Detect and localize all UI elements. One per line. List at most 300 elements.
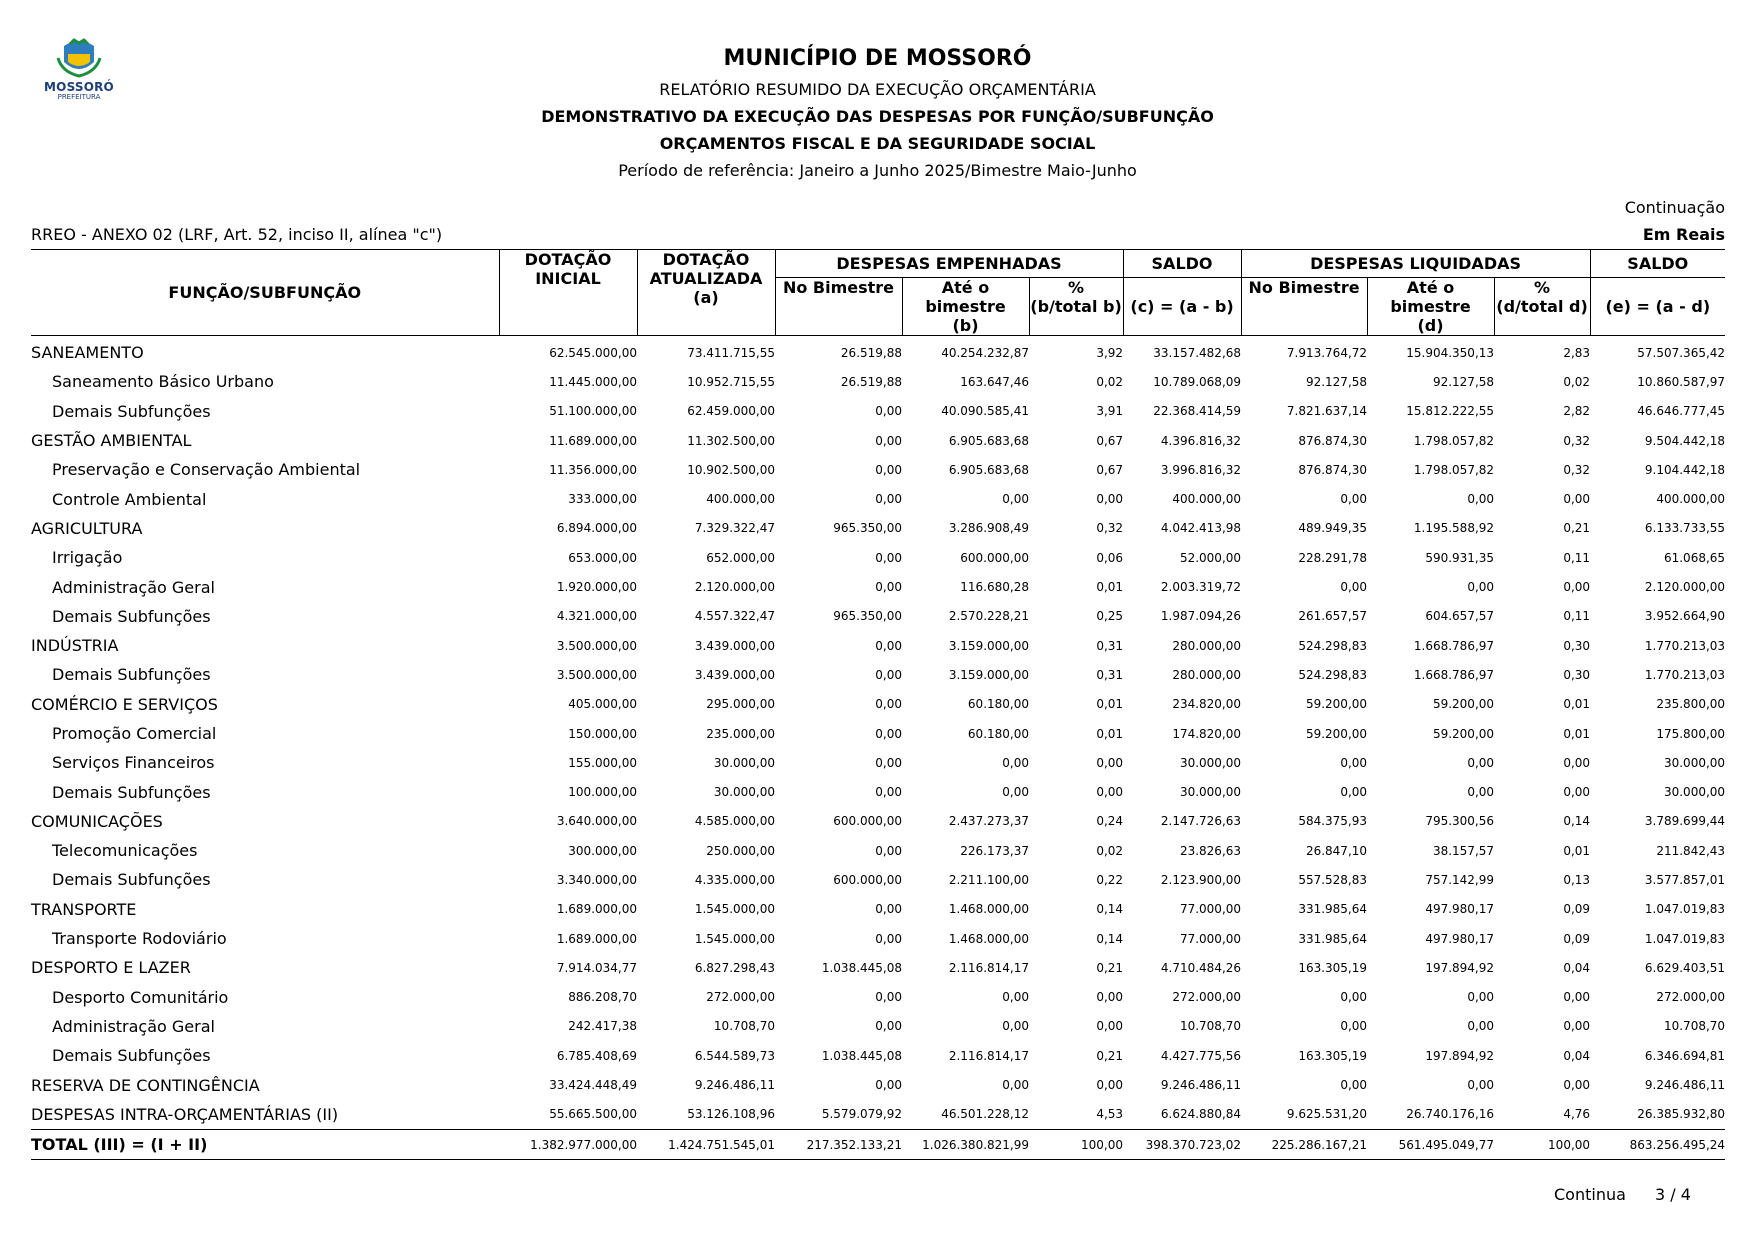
cell-value: 3.577.857,01 <box>1644 872 1726 887</box>
cell-value: 2.147.726,63 <box>1160 814 1242 829</box>
report-period: Período de referência: Janeiro a Junho 2025/Bimestre Maio-Junho <box>618 161 1137 180</box>
cell-value: 3.500.000,00 <box>556 667 637 682</box>
row-label: Saneamento Básico Urbano <box>52 372 274 392</box>
footer-continua: Continua <box>1554 1185 1626 1204</box>
cell-value: 150.000,00 <box>568 726 637 741</box>
cell-value: 33.424.448,49 <box>549 1078 637 1093</box>
row-label: Administração Geral <box>52 577 215 597</box>
cell-value: 0,00 <box>875 726 902 741</box>
cell-value: 4.427.775,56 <box>1160 1048 1242 1063</box>
cell-value: 0,02 <box>1096 843 1124 858</box>
cell-value: 261.657,57 <box>1298 609 1368 624</box>
cell-value: 30.000,00 <box>1663 785 1726 800</box>
cell-value: 235.000,00 <box>706 726 775 741</box>
cell-value: 331.985,64 <box>1298 931 1368 946</box>
cell-value: 30.000,00 <box>1663 755 1726 770</box>
cell-value: 0,00 <box>1340 580 1368 595</box>
cell-value: 40.254.232,87 <box>941 345 1029 360</box>
subfunction-row <box>31 484 1725 513</box>
cell-value: 116.680,28 <box>960 580 1029 595</box>
cell-value: 6.624.880,84 <box>1160 1107 1242 1122</box>
cell-value: 0,00 <box>875 1078 902 1093</box>
col-emp-ate-header: Até o bimestre (b) <box>902 278 1029 336</box>
cell-value: 163.305,19 <box>1298 960 1368 975</box>
cell-value: 9.625.531,20 <box>1286 1107 1368 1122</box>
units-label: Em Reais <box>1642 225 1725 244</box>
subfunction-row <box>31 719 1725 748</box>
cell-value: 405.000,00 <box>568 697 637 712</box>
cell-value: 175.800,00 <box>1656 726 1726 741</box>
col-liq-ate-header: Até o bimestre (d) <box>1367 278 1494 336</box>
cell-value: 2,82 <box>1563 404 1591 419</box>
cell-value: 59.200,00 <box>1305 726 1368 741</box>
subfunction-row <box>31 543 1725 572</box>
row-label: Controle Ambiental <box>52 489 207 509</box>
cell-value: 524.298,83 <box>1298 667 1368 682</box>
cell-value: 46.501.228,12 <box>941 1107 1029 1122</box>
cell-value: 11.445.000,00 <box>549 374 637 389</box>
cell-value: 46.646.777,45 <box>1637 404 1726 419</box>
cell-value: 0,00 <box>875 638 902 653</box>
cell-value: 4.710.484,26 <box>1160 960 1242 975</box>
cell-value: 600.000,00 <box>960 550 1029 565</box>
cell-value: 0,00 <box>1096 492 1124 507</box>
cell-value: 62.459.000,00 <box>687 404 775 419</box>
cell-value: 52.000,00 <box>1179 550 1242 565</box>
subfunction-row <box>31 1012 1725 1041</box>
cell-value: 0,00 <box>1563 785 1591 800</box>
cell-value: 217.352.133,21 <box>775 1130 902 1160</box>
cell-value: 3.789.699,44 <box>1644 814 1726 829</box>
cell-value: 0,06 <box>1096 550 1124 565</box>
cell-value: 0,00 <box>1563 990 1591 1005</box>
cell-value: 0,00 <box>875 492 902 507</box>
cell-value: 876.874,30 <box>1298 462 1368 477</box>
cell-value: 0,00 <box>875 755 902 770</box>
cell-value: 2.120.000,00 <box>1644 580 1726 595</box>
cell-value: 10.789.068,09 <box>1153 374 1242 389</box>
cell-value: 7.821.637,14 <box>1286 404 1368 419</box>
cell-value: 11.356.000,00 <box>549 462 637 477</box>
cell-value: 3,92 <box>1096 345 1124 360</box>
cell-value: 0,11 <box>1563 609 1591 624</box>
cell-value: 0,30 <box>1563 667 1591 682</box>
cell-value: 235.800,00 <box>1656 697 1726 712</box>
cell-value: 0,00 <box>875 433 902 448</box>
cell-value: 1.038.445,08 <box>821 960 902 975</box>
cell-value: 0,00 <box>1340 785 1368 800</box>
cell-value: 2.570.228,21 <box>948 609 1029 624</box>
cell-value: 965.350,00 <box>833 521 902 536</box>
cell-value: 0,02 <box>1563 374 1591 389</box>
subfunction-row <box>31 367 1725 396</box>
subfunction-row <box>31 983 1725 1012</box>
cell-value: 400.000,00 <box>1656 492 1726 507</box>
cell-value: 272.000,00 <box>706 990 775 1005</box>
cell-value: 211.842,43 <box>1656 843 1726 858</box>
cell-value: 0,31 <box>1096 638 1124 653</box>
cell-value: 524.298,83 <box>1298 638 1368 653</box>
cell-value: 40.090.585,41 <box>941 404 1029 419</box>
subfunction-row <box>31 865 1725 894</box>
cell-value: 795.300,56 <box>1425 814 1495 829</box>
function-row <box>31 895 1725 924</box>
cell-value: 0,00 <box>875 697 902 712</box>
row-label: COMUNICAÇÕES <box>31 811 163 831</box>
cell-value: 0,01 <box>1563 697 1591 712</box>
cell-value: 0,00 <box>875 580 902 595</box>
cell-value: 0,00 <box>1467 492 1495 507</box>
cell-value: 0,00 <box>1340 990 1368 1005</box>
cell-value: 590.931,35 <box>1425 550 1495 565</box>
cell-value: 55.665.500,00 <box>549 1107 637 1122</box>
cell-value: 0,00 <box>875 931 902 946</box>
cell-value: 3.286.908,49 <box>948 521 1029 536</box>
cell-value: 1.798.057,82 <box>1413 462 1495 477</box>
subfunction-row <box>31 455 1725 484</box>
col-dotacao-inicial-header: DOTAÇÃO INICIAL <box>499 250 637 336</box>
subfunction-row <box>31 836 1725 865</box>
cell-value: 2.120.000,00 <box>694 580 775 595</box>
cell-value: 0,01 <box>1096 580 1124 595</box>
cell-value: 0,25 <box>1096 609 1124 624</box>
cell-value: 398.370.723,02 <box>1123 1130 1241 1160</box>
cell-value: 7.913.764,72 <box>1286 345 1368 360</box>
cell-value: 1.468.000,00 <box>948 902 1029 917</box>
cell-value: 9.104.442,18 <box>1644 462 1726 477</box>
row-label: Demais Subfunções <box>52 1046 211 1066</box>
cell-value: 0,00 <box>875 1019 902 1034</box>
cell-value: 10.708,70 <box>1663 1019 1726 1034</box>
cell-value: 584.375,93 <box>1298 814 1368 829</box>
table-body <box>31 336 1725 1160</box>
cell-value: 757.142,99 <box>1425 872 1495 887</box>
cell-value: 100,00 <box>1029 1130 1123 1160</box>
cell-value: 33.157.482,68 <box>1153 345 1242 360</box>
cell-value: 0,00 <box>875 990 902 1005</box>
cell-value: 0,22 <box>1096 872 1124 887</box>
row-label: Irrigação <box>52 548 123 568</box>
cell-value: 0,00 <box>875 404 902 419</box>
cell-value: 6.346.694,81 <box>1644 1048 1726 1063</box>
subfunction-row <box>31 602 1725 631</box>
cell-value: 600.000,00 <box>833 872 902 887</box>
cell-value: 0,01 <box>1563 726 1591 741</box>
cell-value: 10.902.500,00 <box>687 462 775 477</box>
col-group-liquidadas-header: DESPESAS LIQUIDADAS <box>1241 250 1590 278</box>
cell-value: 10.860.587,97 <box>1637 374 1726 389</box>
cell-value: 400.000,00 <box>706 492 775 507</box>
row-label: Promoção Comercial <box>52 724 217 743</box>
cell-value: 100,00 <box>1494 1130 1590 1160</box>
row-label: Demais Subfunções <box>52 870 211 890</box>
col-group-empenhadas-header: DESPESAS EMPENHADAS <box>775 250 1123 278</box>
row-label: Transporte Rodoviário <box>52 929 227 949</box>
cell-value: 234.820,00 <box>1172 697 1242 712</box>
cell-value: 197.894,92 <box>1425 1048 1495 1063</box>
cell-value: 30.000,00 <box>1179 755 1242 770</box>
cell-value: 26.740.176,16 <box>1406 1107 1495 1122</box>
cell-value: 100.000,00 <box>568 785 637 800</box>
logo-text: MOSSORÓ <box>44 80 114 94</box>
cell-value: 2.437.273,37 <box>948 814 1029 829</box>
cell-value: 653.000,00 <box>568 550 637 565</box>
cell-value: 0,00 <box>1467 785 1495 800</box>
cell-value: 0,00 <box>1563 1019 1591 1034</box>
cell-value: 174.820,00 <box>1172 726 1242 741</box>
cell-value: 0,00 <box>1340 755 1368 770</box>
cell-value: 1.047.019,83 <box>1644 931 1726 946</box>
cell-value: 0,00 <box>875 902 902 917</box>
cell-value: 400.000,00 <box>1172 492 1242 507</box>
cell-value: 92.127,58 <box>1305 374 1368 389</box>
cell-value: 1.026.380.821,99 <box>902 1130 1029 1160</box>
cell-value: 0,01 <box>1096 697 1124 712</box>
cell-value: 0,00 <box>1467 1078 1495 1093</box>
cell-value: 3.439.000,00 <box>694 638 775 653</box>
row-label: Telecomunicações <box>52 841 198 861</box>
function-row <box>31 953 1725 982</box>
cell-value: 2.116.814,17 <box>948 960 1029 975</box>
cell-value: 1.920.000,00 <box>556 580 637 595</box>
row-label: RESERVA DE CONTINGÊNCIA <box>31 1075 260 1095</box>
cell-value: 51.100.000,00 <box>549 404 637 419</box>
cell-value: 0,00 <box>1563 1078 1591 1093</box>
cell-value: 61.068,65 <box>1663 550 1726 565</box>
cell-value: 0,00 <box>875 462 902 477</box>
cell-value: 1.689.000,00 <box>556 902 637 917</box>
cell-value: 10.952.715,55 <box>687 374 775 389</box>
cell-value: 77.000,00 <box>1179 931 1242 946</box>
col-saldo-c-header: SALDO <box>1123 250 1241 278</box>
cell-value: 30.000,00 <box>1179 785 1242 800</box>
cell-value: 77.000,00 <box>1179 902 1242 917</box>
cell-value: 3,91 <box>1096 404 1124 419</box>
continuation-label: Continuação <box>1624 198 1725 217</box>
cell-value: 0,00 <box>1467 755 1495 770</box>
cell-value: 0,00 <box>1563 755 1591 770</box>
cell-value: 26.847,10 <box>1305 843 1368 858</box>
cell-value: 11.302.500,00 <box>687 433 775 448</box>
cell-value: 242.417,38 <box>568 1019 637 1034</box>
cell-value: 0,09 <box>1563 931 1591 946</box>
cell-value: 1.798.057,82 <box>1413 433 1495 448</box>
cell-value: 9.246.486,11 <box>694 1078 775 1093</box>
cell-value: 0,13 <box>1563 872 1591 887</box>
cell-value: 0,31 <box>1096 667 1124 682</box>
col-emp-bimestre-header: No Bimestre <box>775 278 902 336</box>
subfunction-row <box>31 397 1725 426</box>
cell-value: 3.439.000,00 <box>694 667 775 682</box>
cell-value: 0,01 <box>1563 843 1591 858</box>
expenses-table <box>31 249 1725 1160</box>
cell-value: 3.340.000,00 <box>556 872 637 887</box>
cell-value: 250.000,00 <box>706 843 775 858</box>
cell-value: 1.424.751.545,01 <box>637 1130 775 1160</box>
row-label: COMÉRCIO E SERVIÇOS <box>31 694 218 714</box>
subfunction-row <box>31 572 1725 601</box>
row-label: TRANSPORTE <box>31 899 137 919</box>
cell-value: 6.827.298,43 <box>694 960 775 975</box>
annex-label: RREO - ANEXO 02 (LRF, Art. 52, inciso II, alínea "c") <box>31 225 443 244</box>
cell-value: 497.980,17 <box>1425 902 1495 917</box>
cell-value: 886.208,70 <box>568 990 637 1005</box>
row-label: Demais Subfunções <box>52 665 211 685</box>
row-label: AGRICULTURA <box>31 518 143 538</box>
cell-value: 9.246.486,11 <box>1644 1078 1726 1093</box>
cell-value: 652.000,00 <box>706 550 775 565</box>
cell-value: 561.495.049,77 <box>1367 1130 1494 1160</box>
col-saldo-c-formula-header: (c) = (a - b) <box>1123 278 1241 336</box>
cell-value: 1.382.977.000,00 <box>499 1130 637 1160</box>
cell-value: 53.126.108,96 <box>687 1107 775 1122</box>
col-dotacao-atualizada-header: DOTAÇÃO ATUALIZADA (a) <box>637 250 775 336</box>
cell-value: 4.321.000,00 <box>556 609 637 624</box>
col-funcao-header: FUNÇÃO/SUBFUNÇÃO <box>31 250 499 336</box>
cell-value: 280.000,00 <box>1172 638 1242 653</box>
cell-value: 59.200,00 <box>1305 697 1368 712</box>
cell-value: 15.904.350,13 <box>1406 345 1495 360</box>
cell-value: 163.305,19 <box>1298 1048 1368 1063</box>
report-header <box>0 42 1755 184</box>
cell-value: 557.528,83 <box>1298 872 1368 887</box>
cell-value: 4.585.000,00 <box>694 814 775 829</box>
cell-value: 6.894.000,00 <box>556 521 637 536</box>
cell-value: 965.350,00 <box>833 609 902 624</box>
cell-value: 0,14 <box>1096 902 1124 917</box>
cell-value: 0,00 <box>875 785 902 800</box>
cell-value: 0,00 <box>1467 990 1495 1005</box>
cell-value: 22.368.414,59 <box>1153 404 1242 419</box>
cell-value: 60.180,00 <box>967 726 1029 741</box>
cell-value: 331.985,64 <box>1298 902 1368 917</box>
cell-value: 0,00 <box>1563 580 1591 595</box>
cell-value: 226.173,37 <box>960 843 1029 858</box>
cell-value: 26.385.932,80 <box>1637 1107 1726 1122</box>
cell-value: 0,02 <box>1096 374 1124 389</box>
cell-value: 6.133.733,55 <box>1644 521 1726 536</box>
cell-value: 4.557.322,47 <box>694 609 775 624</box>
function-row <box>31 690 1725 719</box>
cell-value: 0,00 <box>1096 1078 1124 1093</box>
cell-value: 26.519,88 <box>840 345 902 360</box>
cell-value: 0,00 <box>1340 1078 1368 1093</box>
subfunction-row <box>31 660 1725 689</box>
cell-value: 0,00 <box>1002 492 1029 507</box>
cell-value: 1.689.000,00 <box>556 931 637 946</box>
cell-value: 6.905.683,68 <box>948 462 1029 477</box>
function-row <box>31 1100 1725 1130</box>
cell-value: 0,67 <box>1096 433 1124 448</box>
row-label: GESTÃO AMBIENTAL <box>31 431 192 451</box>
subfunction-row <box>31 777 1725 806</box>
cell-value: 0,00 <box>1002 990 1029 1005</box>
row-label: Desporto Comunitário <box>52 987 229 1007</box>
cell-value: 7.329.322,47 <box>694 521 775 536</box>
cell-value: 0,00 <box>875 550 902 565</box>
cell-value: 2.003.319,72 <box>1160 580 1242 595</box>
cell-value: 2.123.900,00 <box>1160 872 1242 887</box>
cell-value: 6.544.589,73 <box>694 1048 775 1063</box>
cell-value: 10.708,70 <box>1179 1019 1242 1034</box>
cell-value: 163.647,46 <box>960 374 1029 389</box>
cell-value: 0,14 <box>1096 931 1124 946</box>
subfunction-row <box>31 1041 1725 1070</box>
col-emp-pct-header: % (b/total b) <box>1029 278 1123 336</box>
cell-value: 600.000,00 <box>833 814 902 829</box>
cell-value: 4,53 <box>1096 1107 1124 1122</box>
cell-value: 15.812.222,55 <box>1406 404 1495 419</box>
function-row <box>31 631 1725 660</box>
cell-value: 1.545.000,00 <box>694 902 775 917</box>
cell-value: 0,04 <box>1563 1048 1591 1063</box>
cell-value: 2.211.100,00 <box>948 872 1029 887</box>
row-label: INDÚSTRIA <box>31 636 119 656</box>
cell-value: 0,00 <box>1002 785 1029 800</box>
cell-value: 9.504.442,18 <box>1644 433 1726 448</box>
row-label: Demais Subfunções <box>52 401 211 421</box>
cell-value: 295.000,00 <box>706 697 775 712</box>
row-label: Demais Subfunções <box>52 606 211 626</box>
cell-value: 0,00 <box>1467 1019 1495 1034</box>
cell-value: 4.396.816,32 <box>1160 433 1242 448</box>
logo-subtext: PREFEITURA <box>57 93 101 101</box>
cell-value: 7.914.034,77 <box>556 960 637 975</box>
cell-value: 0,00 <box>1340 492 1368 507</box>
cell-value: 228.291,78 <box>1298 550 1368 565</box>
report-line-1: RELATÓRIO RESUMIDO DA EXECUÇÃO ORÇAMENTÁRIA <box>659 80 1096 99</box>
cell-value: 0,24 <box>1096 814 1124 829</box>
cell-value: 1.987.094,26 <box>1160 609 1242 624</box>
row-label: Serviços Financeiros <box>52 753 215 773</box>
cell-value: 6.785.408,69 <box>556 1048 637 1063</box>
col-saldo-e-formula-header: (e) = (a - d) <box>1590 278 1725 336</box>
cell-value: 0,00 <box>875 667 902 682</box>
row-label: Preservação e Conservação Ambiental <box>52 460 361 480</box>
function-row <box>31 807 1725 836</box>
function-row <box>31 1070 1725 1099</box>
cell-value: 73.411.715,55 <box>687 345 775 360</box>
cell-value: 489.949,35 <box>1298 521 1368 536</box>
cell-value: 3.159.000,00 <box>948 638 1029 653</box>
cell-value: 876.874,30 <box>1298 433 1368 448</box>
cell-value: 0,00 <box>1096 755 1124 770</box>
page-number: 3 / 4 <box>1655 1185 1691 1204</box>
cell-value: 0,32 <box>1563 433 1591 448</box>
cell-value: 2,83 <box>1563 345 1591 360</box>
subfunction-row <box>31 748 1725 777</box>
cell-value: 1.038.445,08 <box>821 1048 902 1063</box>
cell-value: 272.000,00 <box>1172 990 1242 1005</box>
cell-value: 11.689.000,00 <box>549 433 637 448</box>
report-title: MUNICÍPIO DE MOSSORÓ <box>723 46 1032 71</box>
cell-value: 0,32 <box>1096 521 1124 536</box>
cell-value: 0,00 <box>1096 1019 1124 1034</box>
cell-value: 604.657,57 <box>1425 609 1495 624</box>
cell-value: 0,00 <box>1467 580 1495 595</box>
cell-value: 0,21 <box>1096 1048 1124 1063</box>
cell-value: 300.000,00 <box>568 843 637 858</box>
cell-value: 4.335.000,00 <box>694 872 775 887</box>
cell-value: 6.629.403,51 <box>1644 960 1726 975</box>
cell-value: 0,00 <box>1340 1019 1368 1034</box>
row-label: DESPORTO E LAZER <box>31 958 191 978</box>
cell-value: 2.116.814,17 <box>948 1048 1029 1063</box>
report-line-3: ORÇAMENTOS FISCAL E DA SEGURIDADE SOCIAL <box>659 134 1096 153</box>
function-row <box>31 336 1725 368</box>
cell-value: 1.770.213,03 <box>1644 667 1726 682</box>
cell-value: 10.708,70 <box>713 1019 775 1034</box>
